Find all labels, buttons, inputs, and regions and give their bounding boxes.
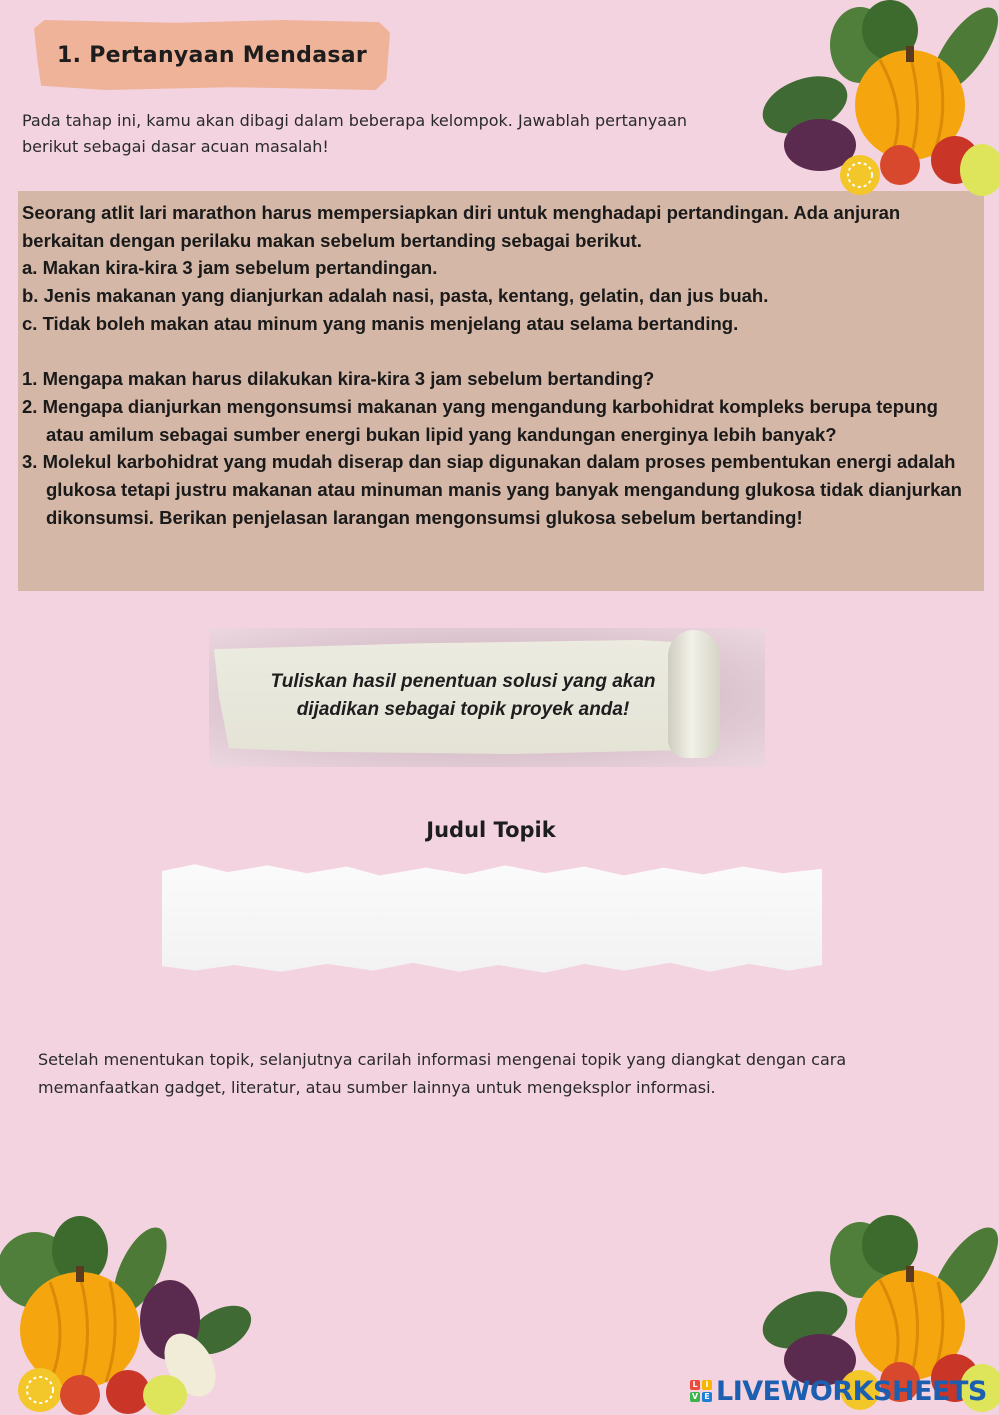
closing-line-1: Setelah menentukan topik, selanjutnya carilah informasi mengenai topik yang diangkat dengan cara <box>38 1050 847 1069</box>
vegetables-top-right-icon <box>760 0 999 200</box>
rule-item: c. Tidak boleh makan atau minum yang manis menjelang atau selama bertanding. <box>22 312 739 334</box>
question-item: 1. Mengapa makan harus dilakukan kira-kira 3 jam sebelum bertanding? <box>22 368 655 390</box>
topic-input[interactable] <box>180 880 808 958</box>
section-title: 1. Pertanyaan Mendasar <box>56 42 368 68</box>
problem-text <box>22 199 977 531</box>
rule-item: a. Makan kira-kira 3 jam sebelum pertandingan. <box>22 257 438 279</box>
closing-text <box>38 1046 938 1102</box>
intro-line-1: Pada tahap ini, kamu akan dibagi dalam beberapa kelompok. Jawablah pertanyaan <box>22 111 688 130</box>
question-item: 2. Mengapa dianjurkan mengonsumsi makanan yang mengandung karbohidrat kompleks berupa tepung atau amilum sebagai sumber energi bukan lipid yang kandungan energinya lebih banyak? <box>22 395 938 445</box>
problem-paragraph: Seorang atlit lari marathon harus mempersiapkan diri untuk menghadapi pertandingan. Ada anjuran berkaitan dengan perilaku makan sebelum bertanding sebagai berikut. <box>22 202 901 251</box>
scroll-instruction <box>230 668 696 724</box>
rule-item: b. Jenis makanan yang dianjurkan adalah nasi, pasta, kentang, gelatin, dan jus buah. <box>22 285 769 307</box>
logo-text: LIVEWORKSHEETS <box>716 1375 987 1407</box>
question-item: 3. Molekul karbohidrat yang mudah diserap dan siap digunakan dalam proses pembentukan energi adalah glukosa tetapi justru makanan atau minuman manis yang banyak mengandung glukosa tidak dianjurkan dikonsumsi. Berikan penjelasan larangan mengonsumsi glukosa sebelum bertanding! <box>22 451 962 528</box>
vegetables-bottom-left-icon <box>0 1210 260 1415</box>
scroll-line-2: dijadikan sebagai topik proyek anda! <box>296 699 630 720</box>
logo-mark-icon: L I V E <box>690 1380 712 1402</box>
closing-line-2: memanfaatkan gadget, literatur, atau sumber lainnya untuk mengeksplor informasi. <box>38 1078 716 1097</box>
intro-line-2: berikut sebagai dasar acuan masalah! <box>22 137 329 156</box>
intro-text <box>22 108 742 160</box>
scroll-line-1: Tuliskan hasil penentuan solusi yang akan <box>270 671 656 692</box>
topic-label: Judul Topik <box>426 818 556 842</box>
liveworksheets-logo <box>690 1374 987 1408</box>
